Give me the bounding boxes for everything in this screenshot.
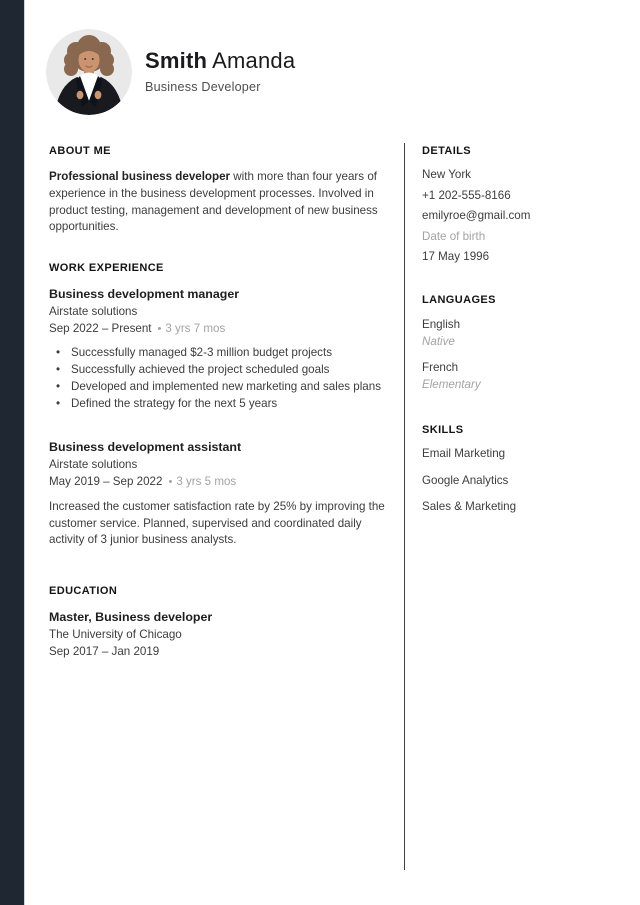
job-dates: May 2019 – Sep 2022 — [49, 474, 163, 488]
education-heading: EDUCATION — [49, 585, 118, 598]
about-text: with more than four years of experience in the business development processes. Involved in product testing, management and development of new business opportunities. — [49, 170, 378, 234]
job-bullet: • Successfully managed $2-3 million budget projects — [49, 345, 391, 362]
dot-separator: • — [168, 475, 173, 488]
job-bullet-list — [49, 345, 391, 413]
job-company: Airstate solutions — [49, 457, 138, 471]
dob-label: Date of birth — [422, 229, 486, 243]
language-name: English — [422, 318, 461, 331]
job-duration: 3 yrs 7 mos — [165, 322, 226, 336]
job-bullet: • Successfully achieved the project scheduled goals — [49, 362, 391, 379]
profile-photo-icon — [46, 29, 132, 115]
language-entry — [422, 318, 614, 349]
skills-heading: SKILLS — [422, 424, 464, 436]
school: The University of Chicago — [49, 628, 182, 642]
details-heading: DETAILS — [422, 145, 472, 157]
column-divider — [404, 143, 405, 870]
education-entry — [49, 609, 391, 660]
language-name: French — [422, 361, 459, 374]
email-address: emilyroe@gmail.com — [422, 209, 531, 222]
phone-number: +1 202-555-8166 — [422, 188, 511, 202]
language-level: Native — [422, 335, 455, 348]
about-heading: ABOUT ME — [49, 145, 111, 157]
job-bullet: • Defined the strategy for the next 5 years — [49, 396, 391, 413]
about-lead: Professional business developer — [49, 170, 231, 183]
education-dates: Sep 2017 – Jan 2019 — [49, 645, 160, 659]
job-dates-line — [49, 473, 391, 491]
job-dates-line — [49, 320, 391, 338]
job-entry — [49, 286, 391, 413]
job-title: Business development manager — [49, 287, 240, 302]
dot-separator: • — [157, 323, 162, 336]
skill-item: Sales & Marketing — [422, 500, 517, 513]
languages-heading: LANGUAGES — [422, 294, 496, 306]
job-entry — [49, 439, 391, 549]
skill-item: Email Marketing — [422, 447, 506, 460]
language-level: Elementary — [422, 378, 481, 391]
main-column — [49, 146, 391, 660]
left-accent-stripe — [0, 0, 25, 905]
dob-value: 17 May 1996 — [422, 250, 490, 263]
skill-item: Google Analytics — [422, 473, 509, 487]
job-description: Increased the customer satisfaction rate by 25% by improving the customer service. Planned, supervised and coordinated daily activity of 3 junior business analysts. — [49, 499, 385, 547]
first-name: Smith — [145, 48, 208, 73]
job-company: Airstate solutions — [49, 305, 138, 319]
avatar — [46, 29, 132, 115]
work-experience-heading: WORK EXPERIENCE — [49, 262, 164, 275]
job-duration: 3 yrs 5 mos — [176, 474, 237, 488]
page-title — [145, 48, 295, 74]
degree: Master, Business developer — [49, 610, 213, 625]
language-entry — [422, 361, 614, 392]
job-dates: Sep 2022 – Present — [49, 322, 152, 336]
location: New York — [422, 168, 471, 181]
job-bullet: • Developed and implemented new marketing and sales plans — [49, 379, 391, 396]
job-title: Business development assistant — [49, 439, 242, 454]
about-paragraph — [49, 169, 391, 236]
job-title-subtitle: Business Developer — [145, 80, 261, 94]
last-name: Amanda — [212, 48, 296, 73]
sidebar-column — [422, 146, 614, 513]
